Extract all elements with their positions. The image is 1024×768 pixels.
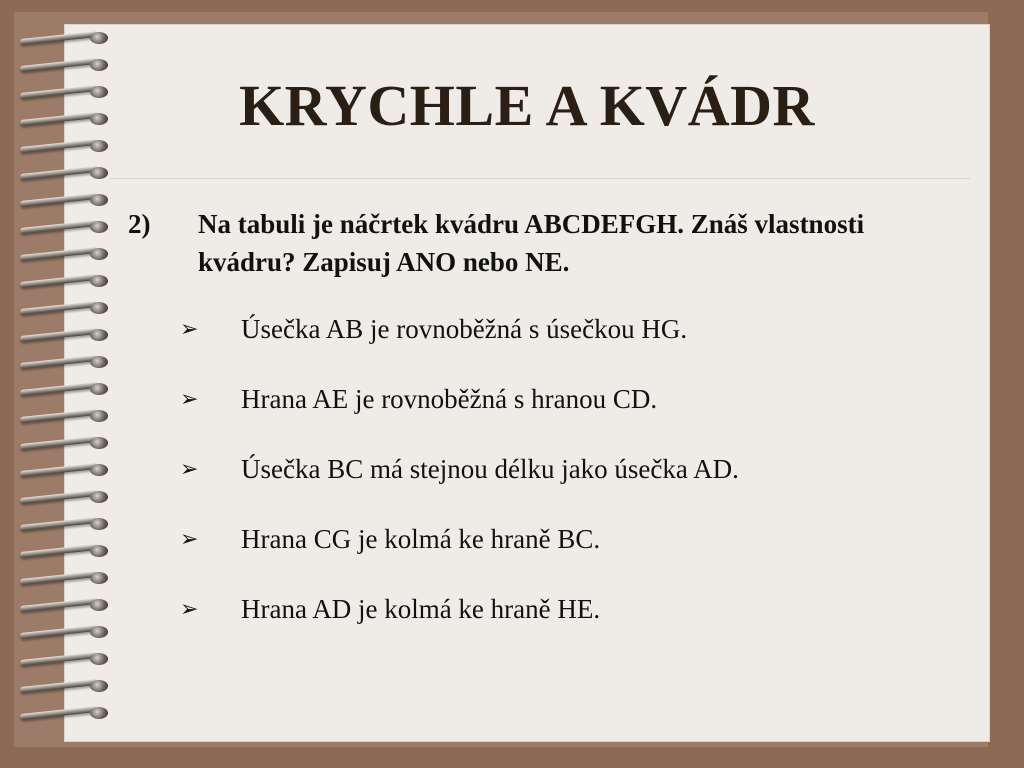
question-text: Na tabuli je náčrtek kvádru ABCDEFGH. Znáš vlastnosti kvádru? Zapisuj ANO nebo NE.	[198, 209, 865, 277]
binding-ring	[14, 541, 114, 561]
statement-text: Úsečka AB je rovnoběžná s úsečkou HG.	[241, 314, 688, 344]
binding-ring	[14, 28, 114, 48]
question-number: 2)	[128, 209, 151, 239]
binding-ring	[14, 568, 114, 588]
binding-ring	[14, 352, 114, 372]
binding-ring	[14, 649, 114, 669]
statement-text: Hrana AE je rovnoběžná s hranou CD.	[241, 384, 658, 414]
title-divider	[110, 178, 970, 179]
binding-ring	[14, 163, 114, 183]
binding-ring	[14, 433, 114, 453]
arrow-bullet-icon: ➢	[180, 596, 199, 621]
binding-ring	[14, 676, 114, 696]
binding-ring	[14, 406, 114, 426]
binding-ring	[14, 136, 114, 156]
arrow-bullet-icon: ➢	[180, 386, 199, 411]
binding-ring	[14, 703, 114, 723]
binding-ring	[14, 379, 114, 399]
binding-ring	[14, 190, 114, 210]
statement-text: Hrana AD je kolmá ke hraně HE.	[241, 594, 601, 624]
arrow-bullet-icon: ➢	[180, 526, 199, 551]
binding-ring	[14, 460, 114, 480]
arrow-bullet-icon: ➢	[180, 316, 199, 341]
binding-ring	[14, 325, 114, 345]
binding-ring	[14, 622, 114, 642]
binding-ring	[14, 244, 114, 264]
binding-ring	[14, 487, 114, 507]
binding-ring	[14, 595, 114, 615]
binding-ring	[14, 514, 114, 534]
slide-title: KRYCHLE A KVÁDR	[239, 73, 815, 138]
binding-ring	[14, 298, 114, 318]
statement-text: Úsečka BC má stejnou délku jako úsečka AD.	[241, 454, 739, 484]
binding-ring	[14, 271, 114, 291]
arrow-bullet-icon: ➢	[180, 456, 199, 481]
statement-text: Hrana CG je kolmá ke hraně BC.	[241, 524, 601, 554]
binding-ring	[14, 217, 114, 237]
